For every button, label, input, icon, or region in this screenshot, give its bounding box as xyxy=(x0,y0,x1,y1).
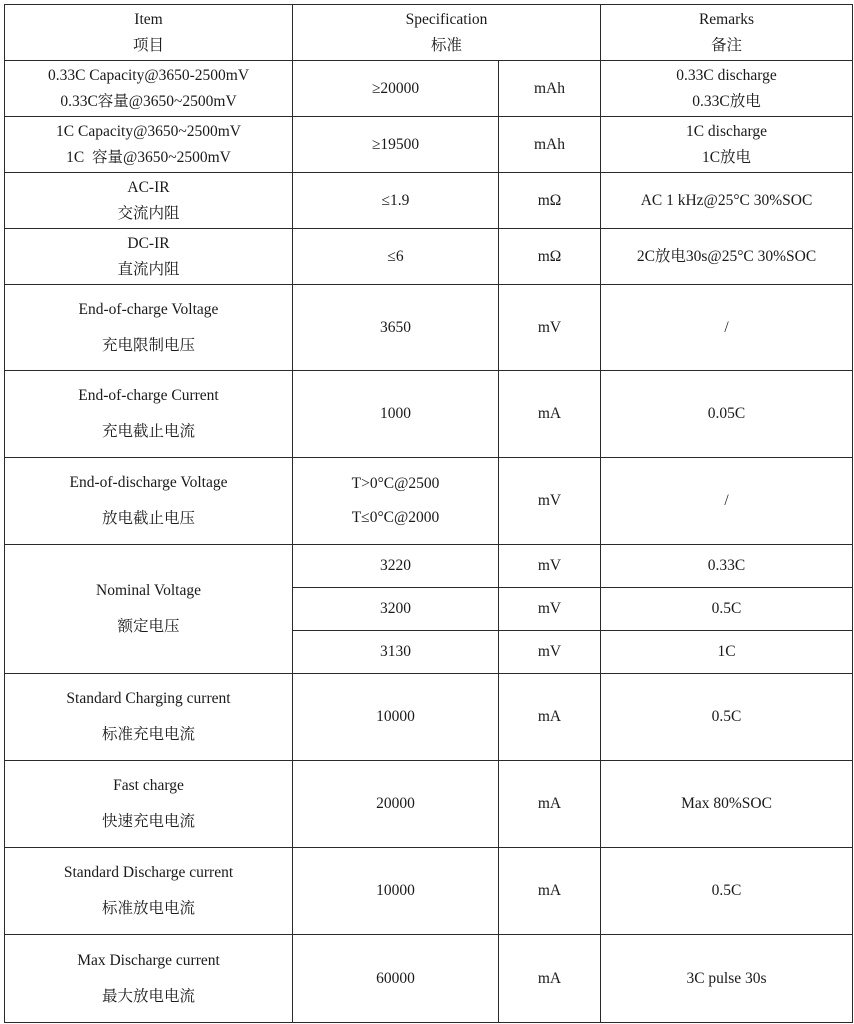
item-cell xyxy=(5,371,293,458)
value-cell xyxy=(293,458,499,545)
value-cell: 1000 xyxy=(293,371,499,458)
item-zh: 放电截止电压 xyxy=(101,510,195,527)
item-zh: 直流内阻 xyxy=(117,260,180,278)
item-en: Standard Discharge current xyxy=(63,864,234,881)
unit-cell: mA xyxy=(499,848,601,935)
value-cell: 3200 xyxy=(293,588,499,631)
item-en: 1C Capacity@3650~2500mV xyxy=(56,122,241,140)
remark-cell: / xyxy=(601,285,853,371)
remark-cell: 0.5C xyxy=(601,848,853,935)
unit-cell: mΩ xyxy=(499,229,601,285)
value-cell: ≥20000 xyxy=(293,61,499,117)
unit-cell: mV xyxy=(499,285,601,371)
table-row xyxy=(5,61,853,117)
value-line-1: T>0°C@2500 xyxy=(351,475,440,492)
table-row xyxy=(5,117,853,173)
remark-cell: 3C pulse 30s xyxy=(601,935,853,1023)
item-zh: 标准充电电流 xyxy=(101,726,195,743)
header-remarks-zh: 备注 xyxy=(710,36,742,54)
table-row xyxy=(5,848,853,935)
table-row xyxy=(5,229,853,285)
value-cell: ≤1.9 xyxy=(293,173,499,229)
remark-cell: 0.33C xyxy=(601,545,853,588)
remark-en: 0.33C discharge xyxy=(676,66,777,84)
unit-cell: mA xyxy=(499,674,601,761)
item-cell xyxy=(5,173,293,229)
item-cell xyxy=(5,761,293,848)
value-line-2: T≤0°C@2000 xyxy=(351,509,440,526)
remark-cell: 0.5C xyxy=(601,674,853,761)
item-zh: 1C 容量@3650~2500mV xyxy=(66,148,231,166)
header-remarks xyxy=(601,5,853,61)
specification-table xyxy=(4,4,853,1023)
unit-cell: mA xyxy=(499,935,601,1023)
item-en: AC-IR xyxy=(127,178,170,196)
item-en: End-of-charge Current xyxy=(78,387,219,404)
remark-cell: Max 80%SOC xyxy=(601,761,853,848)
item-en: Max Discharge current xyxy=(77,951,220,969)
table-row xyxy=(5,285,853,371)
header-spec-zh: 标准 xyxy=(430,36,462,54)
item-en: Fast charge xyxy=(113,777,184,794)
item-zh: 最大放电电流 xyxy=(101,987,195,1005)
table-row xyxy=(5,935,853,1023)
table-row xyxy=(5,674,853,761)
header-item-zh: 项目 xyxy=(132,36,164,54)
item-zh: 额定电压 xyxy=(117,618,180,635)
value-cell: 10000 xyxy=(293,674,499,761)
item-cell xyxy=(5,674,293,761)
item-cell xyxy=(5,229,293,285)
item-cell xyxy=(5,117,293,173)
value-cell: 20000 xyxy=(293,761,499,848)
remark-cell: AC 1 kHz@25°C 30%SOC xyxy=(601,173,853,229)
unit-cell: mΩ xyxy=(499,173,601,229)
item-cell xyxy=(5,61,293,117)
remark-cell xyxy=(601,117,853,173)
remark-cell xyxy=(601,61,853,117)
remark-cell: 1C xyxy=(601,631,853,674)
remark-cell: / xyxy=(601,458,853,545)
unit-cell: mV xyxy=(499,588,601,631)
unit-cell: mV xyxy=(499,545,601,588)
unit-cell: mV xyxy=(499,458,601,545)
item-zh: 充电限制电压 xyxy=(101,336,195,354)
remark-cell: 0.5C xyxy=(601,588,853,631)
header-spec-en: Specification xyxy=(405,10,488,28)
remark-cell: 2C放电30s@25°C 30%SOC xyxy=(601,229,853,285)
item-zh: 快速充电电流 xyxy=(101,813,195,830)
item-en: 0.33C Capacity@3650-2500mV xyxy=(47,66,250,84)
remark-zh: 1C放电 xyxy=(701,148,752,166)
unit-cell: mV xyxy=(499,631,601,674)
table-row xyxy=(5,371,853,458)
table-row xyxy=(5,761,853,848)
remark-cell: 0.05C xyxy=(601,371,853,458)
header-item-en: Item xyxy=(134,10,163,28)
unit-cell: mA xyxy=(499,761,601,848)
value-cell: 3220 xyxy=(293,545,499,588)
item-en: Standard Charging current xyxy=(66,690,231,707)
header-row xyxy=(5,5,853,61)
remark-en: 1C discharge xyxy=(685,122,768,140)
item-cell xyxy=(5,848,293,935)
header-item xyxy=(5,5,293,61)
value-cell: 60000 xyxy=(293,935,499,1023)
unit-cell: mAh xyxy=(499,61,601,117)
value-cell: ≥19500 xyxy=(293,117,499,173)
header-specification xyxy=(293,5,601,61)
item-cell xyxy=(5,458,293,545)
table-row xyxy=(5,458,853,545)
value-cell: 3130 xyxy=(293,631,499,674)
table-row xyxy=(5,545,853,588)
item-cell xyxy=(5,285,293,371)
item-en: End-of-charge Voltage xyxy=(78,300,219,318)
value-cell: ≤6 xyxy=(293,229,499,285)
header-remarks-en: Remarks xyxy=(698,10,755,28)
remark-zh: 0.33C放电 xyxy=(692,92,761,110)
item-zh: 充电截止电流 xyxy=(101,423,195,440)
item-en: DC-IR xyxy=(127,234,170,252)
value-cell: 3650 xyxy=(293,285,499,371)
item-zh: 交流内阻 xyxy=(117,204,180,222)
item-en: End-of-discharge Voltage xyxy=(69,474,228,491)
item-cell xyxy=(5,935,293,1023)
unit-cell: mAh xyxy=(499,117,601,173)
item-zh: 标准放电电流 xyxy=(101,900,195,917)
item-cell xyxy=(5,545,293,674)
value-cell: 10000 xyxy=(293,848,499,935)
item-zh: 0.33C容量@3650~2500mV xyxy=(60,92,237,110)
unit-cell: mA xyxy=(499,371,601,458)
item-en: Nominal Voltage xyxy=(96,582,201,599)
table-row xyxy=(5,173,853,229)
